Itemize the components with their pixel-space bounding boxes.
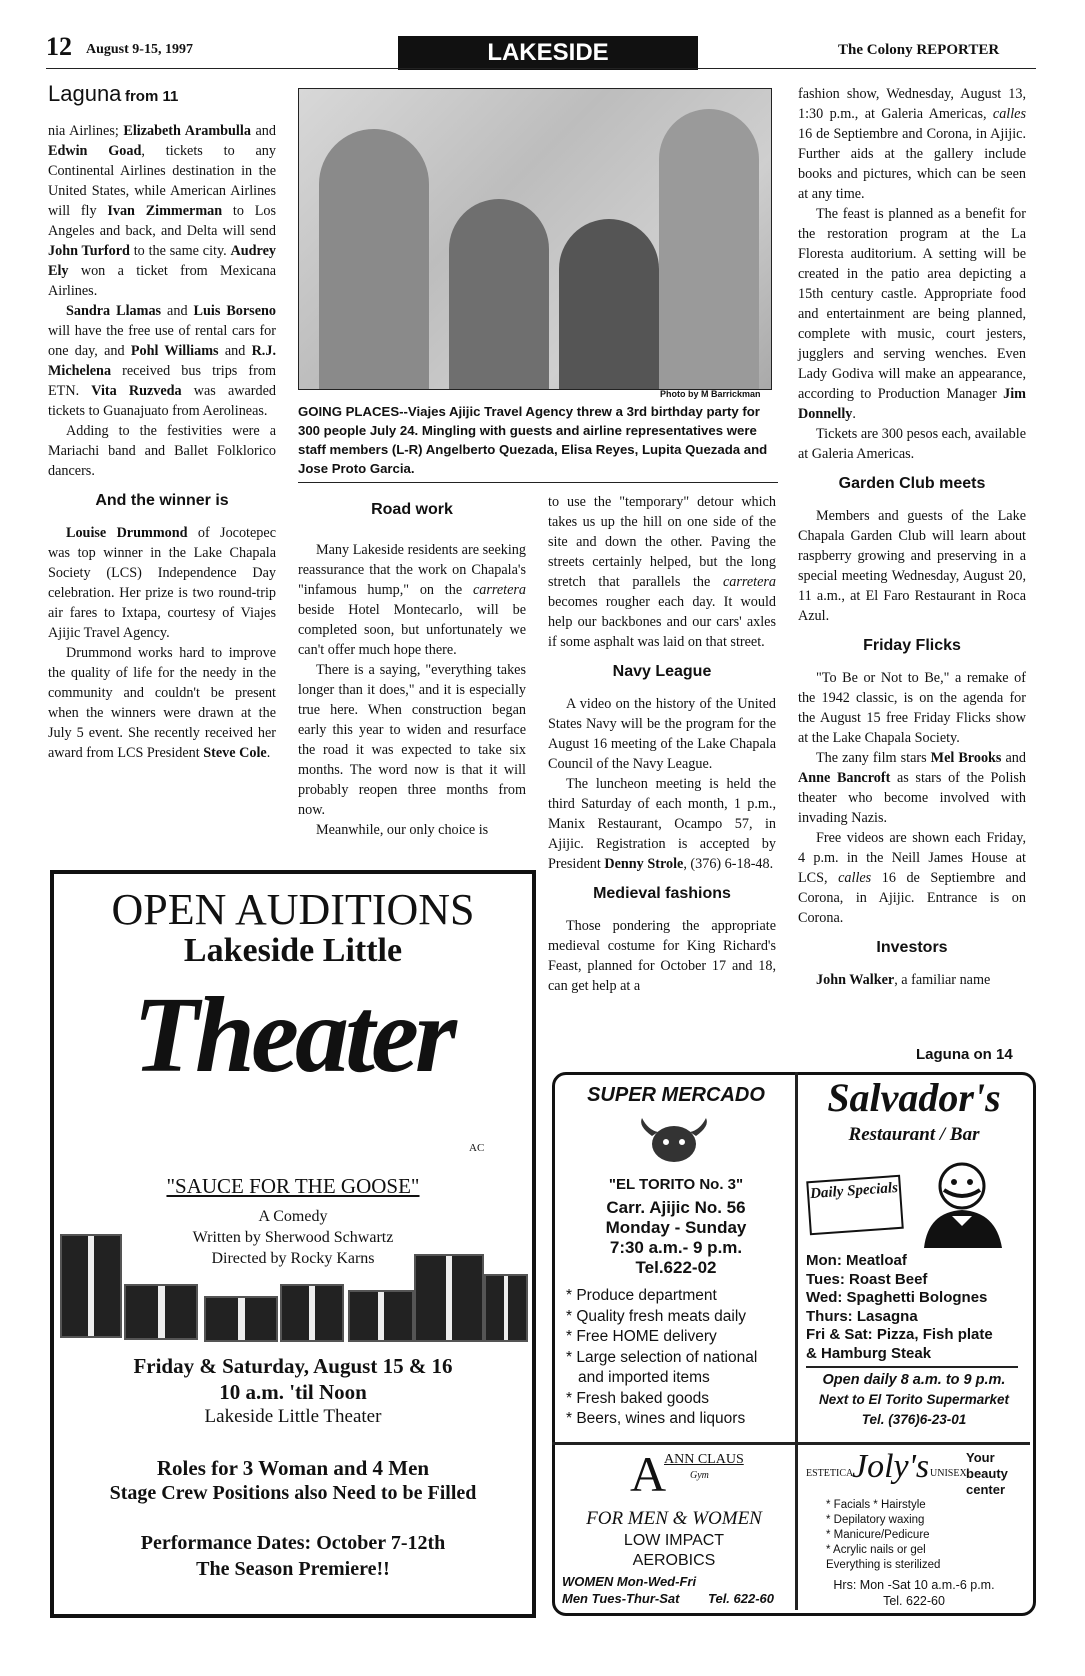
subhead-winner: And the winner is [95, 492, 229, 509]
ad-script-title: Theater [133, 976, 453, 1095]
ad-grid-horizontal [552, 1442, 1030, 1445]
waiter-icon [904, 1156, 1022, 1248]
estetica-name: Joly's [852, 1448, 930, 1485]
gym-name: ANN CLAUS [664, 1452, 744, 1467]
salvadors-location: Next to El Torito Supermarket [818, 1392, 1010, 1407]
group-photo [298, 88, 772, 390]
menu-item: Wed: Spaghetti Bolognes [806, 1289, 988, 1306]
paragraph: Many Lakeside residents are seeking reassurance that the work on Chapala's "infamous hump," on the carretera beside Hotel Montecarlo, will be completed soon, but unfortunately we can't offer much hope there. [298, 542, 526, 658]
mercado-sub: "EL TORITO No. 3" [608, 1176, 744, 1193]
photo-caption: GOING PLACES--Viajes Ajijic Travel Agency threw a 3rd birthday party for 300 people July 24. Mingling with guests and airline representatives were staff members (L-R) Angelberto Quezada, Elisa Reyes, Lupita Quezada and Jose Proto Garcia. [298, 404, 768, 476]
subhead-medieval: Medieval fashions [593, 885, 731, 902]
list-item: and imported items [578, 1369, 710, 1386]
paragraph: nia Airlines; Elizabeth Arambulla and Edwin Goad, tickets to any Continental Airlines destination in the United States, while American Airlines will fly Ivan Zimmerman to Los Angeles and back, and Delta will send John Turford to the same city. Audrey Ely won a ticket from Mexicana Airlines. [48, 123, 276, 299]
mercado-name: SUPER MERCADO [587, 1084, 765, 1106]
list-item: * Depilatory waxing [826, 1513, 1016, 1528]
play-genre: A Comedy [258, 1208, 328, 1225]
paragraph: There is a saying, "everything takes longer than it does," and it is especially true here. When construction began early this year to widen and resurface the road it was expected to take six months. The word now is that it will probably reopen three months from now. [298, 662, 526, 818]
subhead-investors: Investors [876, 939, 948, 956]
salvadors-name: Salvador's [827, 1075, 1001, 1120]
gym-aerobics: AEROBICS [632, 1552, 716, 1569]
menu-item: Mon: Meatloaf [806, 1252, 907, 1269]
subhead-garden-club: Garden Club meets [838, 475, 986, 492]
tagline-line: center [966, 1482, 1006, 1497]
salvadors-open: Open daily 8 a.m. to 9 p.m. [822, 1372, 1006, 1388]
list-item: * Large selection of national [566, 1348, 794, 1369]
paragraph: Meanwhile, our only choice is [316, 822, 489, 838]
subhead-navy-league: Navy League [612, 663, 712, 680]
daily-specials-sign: Daily Specials [806, 1175, 904, 1235]
bull-icon [634, 1116, 714, 1166]
list-item: * Facials * Hairstyle [826, 1498, 1016, 1513]
paragraph: Sandra Llamas and Luis Borseno will have the free use of rental cars for one day, and Pohl Williams and R.J. Michelena received bus trips from ETN. Vita Ruzveda was awarded tickets to Guanajuato from Aerolineas. [48, 303, 276, 419]
tagline-line: beauty [966, 1466, 1008, 1481]
gym-low: LOW IMPACT [623, 1532, 725, 1549]
ad-grid-vertical [795, 1072, 798, 1610]
jump-line: Laguna on 14 [916, 1046, 1013, 1063]
estetica-tagline [966, 1450, 1008, 1498]
caption-rule [298, 482, 778, 483]
play-director: Directed by Rocky Karns [211, 1250, 375, 1267]
salvadors-sub: Restaurant / Bar [848, 1124, 980, 1145]
estetica-hours: Hrs: Mon -Sat 10 a.m.-6 p.m. [833, 1578, 995, 1592]
mercado-services [566, 1286, 794, 1430]
photo-credit: Photo by M Barrickman [660, 389, 761, 399]
salvadors-tel: Tel. (376)6-23-01 [861, 1412, 967, 1427]
paragraph: "To Be or Not to Be," a remake of the 1942 classic, is on the agenda for the August 15 free Friday Flicks show at the Lake Chapala Society. [798, 670, 1026, 746]
paragraph: John Walker, a familiar name [816, 972, 991, 988]
ad-headline: OPEN AUDITIONS [111, 885, 475, 934]
list-item: * Fresh baked goods [566, 1389, 794, 1410]
paragraph: Tickets are 300 pesos each, available at Galeria Americas. [798, 426, 1026, 462]
gym-women: WOMEN Mon-Wed-Fri [562, 1574, 697, 1589]
menu-item: Tues: Roast Beef [806, 1270, 928, 1288]
season-premiere: The Season Premiere!! [196, 1558, 390, 1580]
paragraph: Free videos are shown each Friday, 4 p.m. in the Neill James House at LCS, calles 16 de Septiembre and Corona, in Ajijic. Entrance is on Corona. [798, 830, 1026, 926]
column-4 [798, 84, 1026, 990]
audition-time: 10 a.m. 'til Noon [219, 1380, 367, 1404]
estetica-pre: ESTETICA [806, 1468, 854, 1479]
paragraph: Those pondering the appropriate medieval costume for King Richard's Feast, planned for October 17 and 18, can get help at a [548, 918, 776, 994]
list-item: * Free HOME delivery [566, 1327, 794, 1348]
mercado-address: Carr. Ajijic No. 56 [606, 1198, 746, 1217]
ad-subheadline: Lakeside Little [183, 932, 403, 969]
salvadors-rule [806, 1366, 1018, 1368]
gym-tel: Tel. 622-60 [708, 1591, 775, 1606]
paragraph: Drummond works hard to improve the quality of life for the needy in the community and couldn't be present when the winners were drawn at the July 5 event. She recently received her award from LCS President Steve Cole. [48, 645, 276, 761]
gym-logo-letter: A [630, 1446, 667, 1502]
menu-item: & Hamburg Steak [806, 1344, 932, 1362]
jump-heading-title: Laguna [48, 81, 122, 106]
menu-item: Fri & Sat: Pizza, Fish plate [806, 1326, 993, 1343]
jump-heading-suffix: from 11 [124, 88, 179, 105]
column-2 [298, 492, 526, 840]
jump-heading [48, 81, 276, 107]
specials-menu [806, 1252, 1026, 1363]
paragraph: The luncheon meeting is held the third Saturday of each month, 1 p.m., Manix Restaurant, Ocampo 57, in Ajijic. Registration is accepted by President Denny Strole, (376) 6-18-48. [548, 776, 776, 872]
mercado-hours: 7:30 a.m.- 9 p.m. [609, 1238, 743, 1257]
paragraph: to use the "temporary" detour which takes us up the hill on one side of the site and down the other. Paving the streets certainly helped, but the long stretch that parallels the carretera becomes rougher each day. It would help our backbones and our cars' axles if some asphalt was laid on that street. [548, 494, 776, 650]
crew-line: Stage Crew Positions also Need to be Filled [109, 1482, 477, 1504]
column-3 [548, 492, 776, 996]
list-item: * Manicure/Pedicure [826, 1528, 1016, 1543]
subhead-friday-flicks: Friday Flicks [863, 637, 961, 654]
estetica-tel: Tel. 622-60 [883, 1594, 945, 1608]
performance-dates: Performance Dates: October 7-12th [140, 1532, 446, 1554]
list-item: * Quality fresh meats daily [566, 1307, 794, 1328]
list-item: * Beers, wines and liquors [566, 1409, 794, 1430]
issue-date: August 9-15, 1997 [86, 42, 193, 57]
estetica-services [826, 1498, 1016, 1573]
roles-line: Roles for 3 Woman and 4 Men [156, 1456, 430, 1480]
theater-audition-ad [50, 870, 536, 1618]
paper-name: The Colony REPORTER [838, 42, 1000, 58]
mercado-tel: Tel.622-02 [635, 1258, 717, 1277]
paragraph: The zany film stars Mel Brooks and Anne Bancroft as stars of the Polish theater who become involved with invading Nazis. [798, 750, 1026, 826]
gym-label: Gym [690, 1470, 709, 1481]
paragraph: Adding to the festivities were a Mariachi band and Ballet Folklorico dancers. [48, 423, 276, 479]
paragraph: Members and guests of the Lake Chapala Garden Club will learn about raspberry growing and preserving in a special meeting Wednesday, August 20, 11 a.m., at El Faro Restaurant in Roca Azul. [798, 508, 1026, 624]
menu-item: Thurs: Lasagna [806, 1307, 918, 1325]
ad-mark: AC [469, 1142, 485, 1154]
play-writer: Written by Sherwood Schwartz [192, 1229, 394, 1246]
mercado-days: Monday - Sunday [605, 1218, 747, 1237]
audition-dates: Friday & Saturday, August 15 & 16 [133, 1354, 453, 1378]
audition-venue: Lakeside Little Theater [204, 1406, 382, 1427]
masthead-rule [46, 68, 1036, 69]
paragraph: The feast is planned as a benefit for the restoration program at the La Floresta auditorium. A setting will be created in the patio area depicting a 15th century castle. Appropriate food and entertainment are being planned, complete with music, court jesters, jugglers and serving wenches. Even Lady Godiva will make an appearance, according to Production Manager Jim Donnelly. [798, 206, 1026, 422]
column-1 [48, 81, 276, 763]
paragraph: fashion show, Wednesday, August 13, 1:30 p.m., at Galeria Americas, calles 16 de Septiembre and Corona, in Ajijic. Further aids at the gallery include books and pictures, which can be seen at any time. [798, 86, 1026, 202]
gym-for: FOR MEN & WOMEN [586, 1508, 762, 1529]
paragraph: A video on the history of the United States Navy will be the program for the August 16 meeting of the Lake Chapala Council of the Navy League. [548, 696, 776, 772]
list-item: * Produce department [566, 1286, 794, 1307]
page-number: 12 [46, 32, 72, 61]
subhead-road-work: Road work [371, 501, 453, 518]
tagline-line: Your [966, 1450, 995, 1465]
section-banner: LAKESIDE [398, 36, 698, 70]
list-item: Everything is sterilized [826, 1559, 941, 1571]
estetica-post: UNISEX [930, 1468, 967, 1479]
play-title: "SAUCE FOR THE GOOSE" [166, 1174, 420, 1198]
gym-men: Men Tues-Thur-Sat [562, 1591, 680, 1606]
paragraph: Louise Drummond of Jocotepec was top winner in the Lake Chapala Society (LCS) Independence Day celebration. Her prize is two round-trip air fares to Ixtapa, courtesy of Viajes Ajijic Travel Agency. [48, 525, 276, 641]
list-item: * Acrylic nails or gel [826, 1543, 1016, 1558]
